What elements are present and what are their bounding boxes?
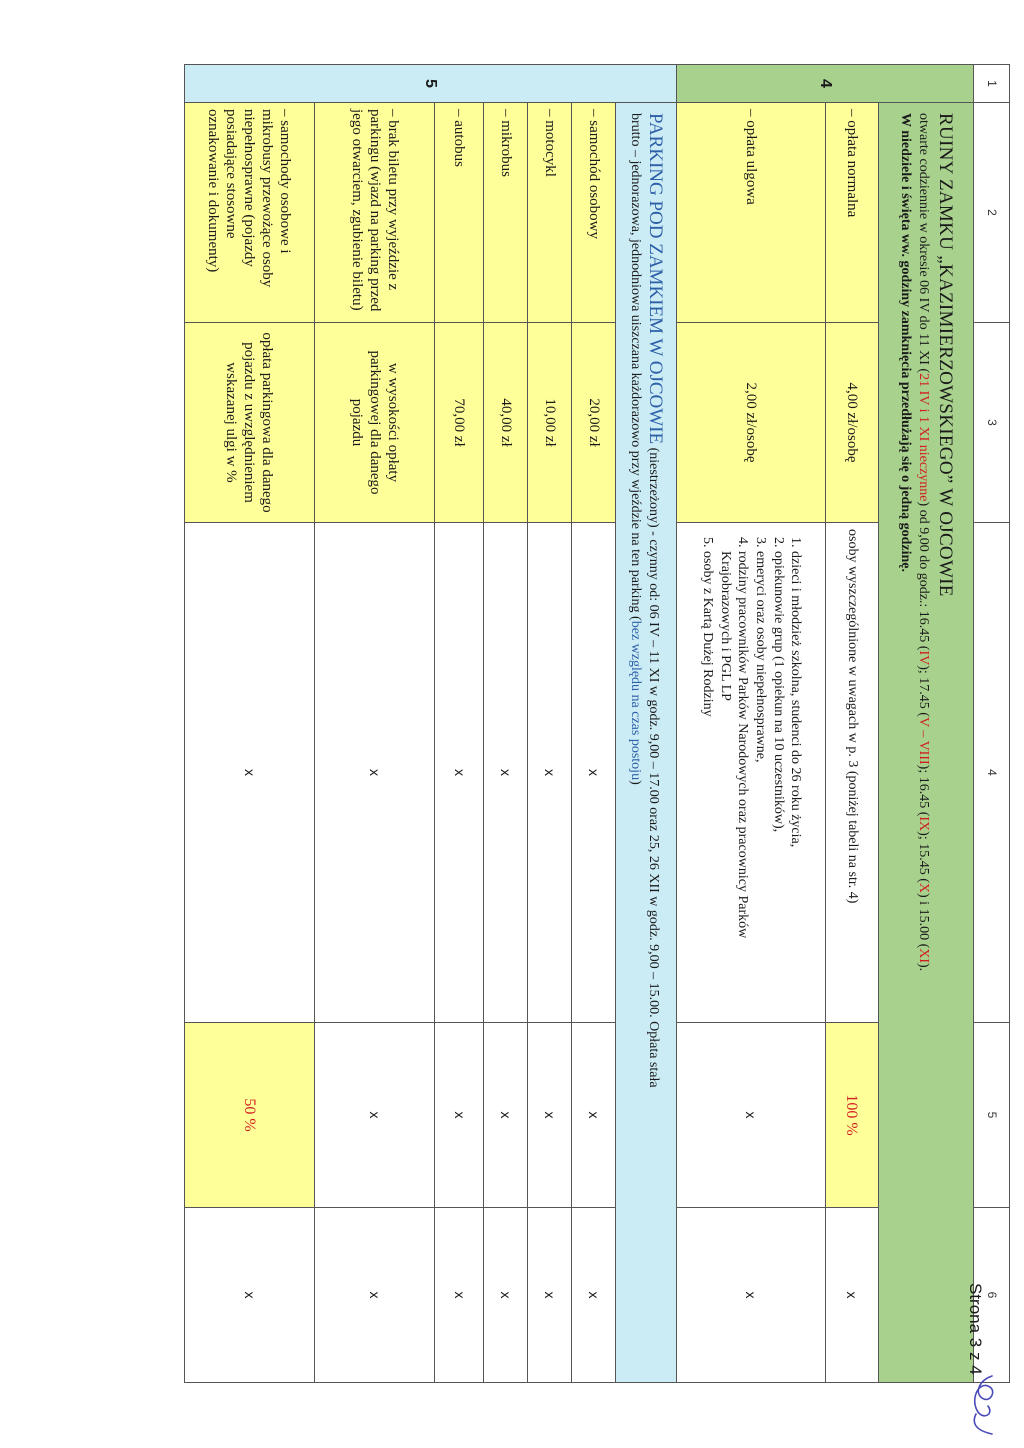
row-col6: x: [825, 1208, 878, 1383]
line2-prefix: brutto – jednorazowa, jednodniowa uiszczana każdorazowo przy wjeździe na ten parking (: [628, 113, 644, 621]
section-4-row-normal: [825, 65, 878, 1383]
hours-prefix: otwarte codziennie w okresie 06 IV do 11 XI (: [916, 113, 932, 374]
list-item: 5. osoby z Kartą Dużej Rodziny: [699, 551, 716, 1016]
row-col5: x: [572, 1023, 616, 1208]
hours-end: ).: [916, 963, 932, 972]
col-number-6: 6: [974, 1208, 1010, 1383]
month-iv: IV: [916, 650, 932, 666]
rotated-sheet: [184, 64, 1010, 1382]
list-item: 3. emeryci oraz osoby niepełnosprawne,: [751, 551, 768, 1016]
hours-closed: 21 IV i 1 XI nieczynne: [916, 373, 932, 502]
col-number-1: 1: [974, 65, 1010, 103]
col-number-4: 4: [974, 523, 1010, 1023]
section-5-title-suffix: (niestrzeżony) - czynny od: 06 IV – 11 XI w godz. 9,00 – 17.00 oraz 25, 26 XII w godz. 9,00 – 15.00. Opłata stała: [646, 444, 662, 1088]
row-col5: x: [435, 1023, 484, 1208]
row-col6: x: [314, 1208, 435, 1383]
row-col6: x: [572, 1208, 616, 1383]
section-5-row-car: [572, 65, 616, 1383]
section-4-row-reduced: [677, 65, 825, 1383]
row-col6: x: [435, 1208, 484, 1383]
hours-d: ) i 15.00 (: [916, 893, 932, 949]
row-name: – motocykl: [528, 103, 572, 323]
hours-mid: ) od 9,00 do godz.: 16.45 (: [916, 501, 932, 651]
row-col4: x: [314, 523, 435, 1023]
section-5-title-line: [643, 113, 666, 1372]
row-price: 10,00 zł: [528, 323, 572, 523]
month-xi: XI: [916, 948, 932, 964]
section-4-hours: [915, 113, 932, 1372]
fee-table: [184, 64, 1010, 1383]
row-col4: x: [435, 523, 484, 1023]
month-ix: IX: [916, 816, 932, 832]
hours-a: ); 17.45 (: [916, 665, 932, 717]
row-name: – autobus: [435, 103, 484, 323]
row-col4: x: [185, 523, 315, 1023]
section-5-row-no-ticket: [314, 65, 435, 1383]
section-4-number: 4: [677, 65, 974, 103]
row-price: opłata parkingowa dla danego pojazdu z uwzględnieniem wskazanej ulgi w %: [185, 323, 315, 523]
row-price: 2,00 zł/osobę: [677, 323, 825, 523]
section-5-row-motorcycle: [528, 65, 572, 1383]
row-col4: x: [572, 523, 616, 1023]
col-number-2: 2: [974, 103, 1010, 323]
row-name: – mikrobus: [484, 103, 528, 323]
section-5-line2: [627, 113, 644, 1372]
row-col5: x: [314, 1023, 435, 1208]
row-discount: x: [677, 1023, 825, 1208]
row-discount: 100 %: [825, 1023, 878, 1208]
row-col4: x: [484, 523, 528, 1023]
row-col6: x: [677, 1208, 825, 1383]
col-number-5: 5: [974, 1023, 1010, 1208]
section-4-sunday-note: W niedziele i święta ww. godziny zamknięcia przedłużają się o jedną godzinę.: [897, 113, 913, 572]
row-name: – opłata ulgowa: [677, 103, 825, 323]
line2-end: ): [628, 780, 644, 785]
section-4-title: RUINY ZAMKU „KAZIMIERZOWSKIEGO” W OJCOWIE: [935, 113, 957, 597]
page-number-footer: Strona 3 z 4: [966, 1283, 985, 1375]
row-price: 4,00 zł/osobę: [825, 323, 878, 523]
list-item: 1. dzieci i młodzież szkolna, studenci do 26 roku życia,: [787, 551, 804, 1016]
section-5-title: PARKING POD ZAMKIEM W OJCOWIE: [645, 113, 667, 445]
row-col5: 50 %: [185, 1023, 315, 1208]
section-5-row-bus: [435, 65, 484, 1383]
reduced-eligibility-list: [677, 523, 825, 1023]
section-5-header-row: [616, 65, 677, 1383]
month-x: X: [916, 882, 932, 894]
row-price: 20,00 zł: [572, 323, 616, 523]
handwritten-initials-signature: [958, 1370, 1008, 1440]
row-col6: x: [484, 1208, 528, 1383]
list-item: 4. rodziny pracowników Parków Narodowych oraz pracownicy Parków Krajobrazowych i PGL LP: [716, 551, 750, 1016]
row-name: – samochody osobowe i mikrobusy przewożące osoby niepełnosprawne (pojazdy posiadające stosowne oznakowanie i dokumenty): [185, 103, 315, 323]
section-4-header: [879, 103, 974, 1383]
row-col4: x: [528, 523, 572, 1023]
row-col5: x: [528, 1023, 572, 1208]
row-col6: x: [528, 1208, 572, 1383]
row-name: – opłata normalna: [825, 103, 878, 323]
line2-blue: bez względu na czas postoju: [628, 620, 644, 781]
section-5-row-disabled: [185, 65, 315, 1383]
month-v-viii: V – VIII: [916, 716, 932, 765]
row-name: – samochód osobowy: [572, 103, 616, 323]
section-5-header: [616, 103, 677, 1383]
list-item: 2. opiekunowie grup (1 opiekun na 10 uczestników),: [769, 551, 786, 1016]
row-price: 40,00 zł: [484, 323, 528, 523]
row-price: 70,00 zł: [435, 323, 484, 523]
row-note: osoby wyszczególnione w uwagach w p. 3 (poniżej tabeli na str. 4): [825, 523, 878, 1023]
col-number-3: 3: [974, 323, 1010, 523]
row-name: – brak biletu przy wyjeździe z parkingu (wjazd na parking przed jego otwarciem, zgubienie biletu): [314, 103, 435, 323]
section-4-header-row: [879, 65, 974, 1383]
hours-c: ); 15.45 (: [916, 831, 932, 883]
row-col6: x: [185, 1208, 315, 1383]
row-price: w wysokości opłaty parkingowej dla danego pojazdu: [314, 323, 435, 523]
section-5-row-minibus: [484, 65, 528, 1383]
row-col5: x: [484, 1023, 528, 1208]
column-number-row: [974, 65, 1010, 1383]
hours-b: ); 16.45 (: [916, 764, 932, 817]
section-5-number: 5: [185, 65, 677, 103]
